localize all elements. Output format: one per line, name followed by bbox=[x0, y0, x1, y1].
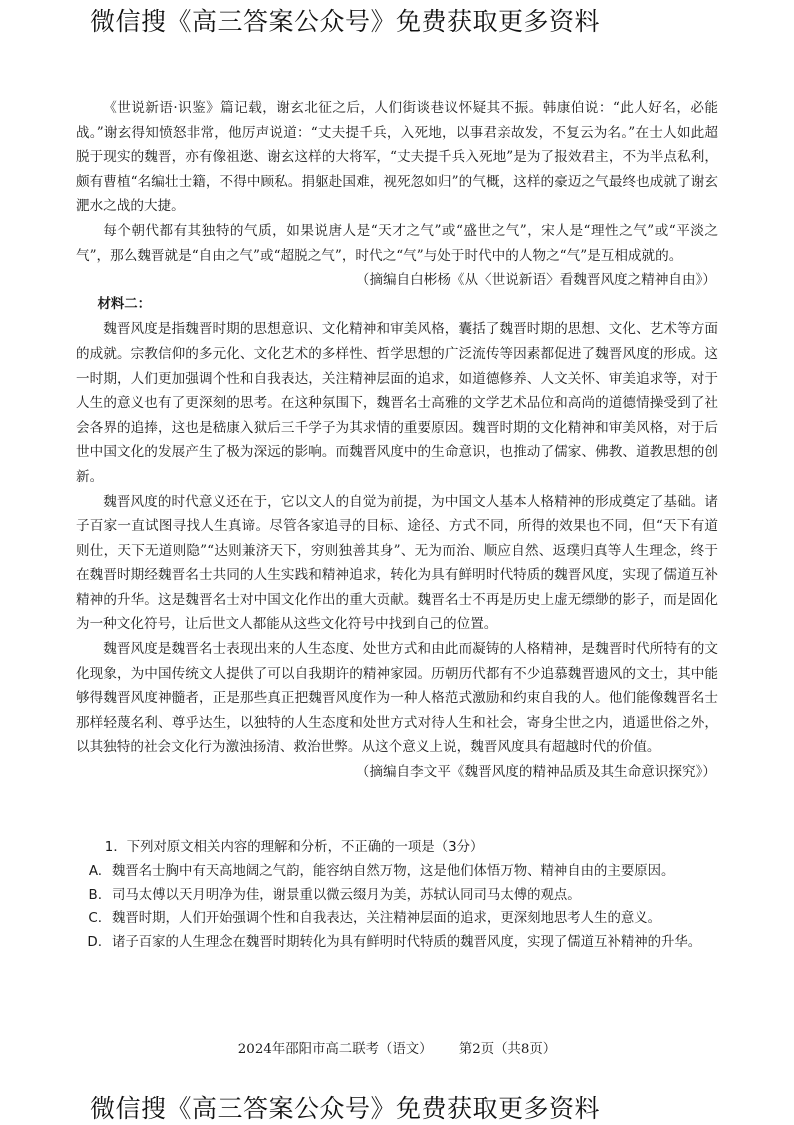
material2-paragraph-2: 魏晋风度的时代意义还在于，它以文人的自觉为前提，为中国文人基本人格精神的形成奠定了基础。诸子百家一直试图寻找人生真谛。尽管各家追寻的目标、途径、方式不同，所得的效果也不同，但“天下有道则仕，天下无道则隐”“达则兼济天下，穷则独善其身”、无为而治、顺应自然、返璞归真等人生理念，终于在魏晋时期经魏晋名士共同的人生实践和精神追求，转化为具有鲜明时代特质的魏晋风度，实现了儒道互补精神的升华。这是魏晋名士对中国文化作出的重大贡献。魏晋名士不再是历史上虚无缥缈的影子，而是固化为一种文化符号，让后世文人都能从这些文化符号中找到自己的位置。 bbox=[76, 493, 718, 633]
material2-paragraph-1: 魏晋风度是指魏晋时期的思想意识、文化精神和审美风格，囊括了魏晋时期的思想、文化、艺术等方面的成就。宗教信仰的多元化、文化艺术的多样性、哲学思想的广泛流传等因素都促进了魏晋风度的形成。这一时期，人们更加强调个性和自我表达，关注精神层面的追求，如道德修养、人文关怀、审美追求等，对于人生的意义也有了更深刻的思考。在这种氛围下，魏晋名士高雅的文学艺术品位和高尚的道德情操受到了社会各界的追捧，这也是嵇康入狱后三千学子为其求情的重要原因。魏晋时期的文化精神和审美风格，对于后世中国文化的发展产生了极为深远的影响。而魏晋风度中的生命意识，也推动了儒家、佛教、道教思想的创新。 bbox=[76, 321, 718, 485]
option-c[interactable] bbox=[78, 907, 720, 931]
option-a-key: A. bbox=[88, 863, 102, 879]
page-footer bbox=[0, 1038, 794, 1057]
material1-paragraph-1: 《世说新语·识鉴》篇记载，谢玄北征之后，人们街谈巷议怀疑其不振。韩康伯说：“此人好名，必能战。”谢玄得知愤怒非常，他厉声说道：“丈夫提千兵，入死地，以事君亲故发，不复云为名。”在士人如此超脱于现实的魏晋，亦有像祖逖、谢玄这样的大将军，“丈夫提千兵入死地”是为了报效君主，不为半点私利，颇有曹植“名编壮士籍，不得中顾私。捐躯赴国难，视死忽如归”的气概，这样的豪迈之气最终也成就了谢玄淝水之战的大捷。 bbox=[76, 100, 718, 215]
option-d-key: D. bbox=[87, 935, 102, 951]
option-a[interactable] bbox=[78, 860, 720, 884]
question-1-stem: 1．下列对原文相关内容的理解和分析，不正确的一项是（3分） bbox=[104, 840, 484, 855]
footer-page-number: 第2页（共8页） bbox=[458, 1042, 557, 1057]
option-b-key: B. bbox=[88, 887, 102, 903]
option-c-key: C. bbox=[88, 911, 102, 927]
option-b-text: 司马太傅以天月明净为佳，谢景重以微云缀月为美，苏轼认同司马太傅的观点。 bbox=[112, 887, 581, 903]
material1-paragraph-2: 每个朝代都有其独特的气质，如果说唐人是“天才之气”或“盛世之气”，宋人是“理性之气”或“平淡之气”，那么魏晋就是“自由之气”或“超脱之气”，时代之“气”与处于时代中的人物之“气”是互相成就的。 bbox=[76, 222, 718, 264]
reading-passage bbox=[76, 96, 718, 785]
option-b[interactable] bbox=[78, 884, 720, 908]
question-1 bbox=[78, 836, 720, 955]
option-c-text: 魏晋时期，人们开始强调个性和自我表达，关注精神层面的追求，更深刻地思考人生的意义。 bbox=[112, 911, 662, 927]
material1-source: （摘编自白彬杨《从〈世说新语〉看魏晋风度之精神自由》） bbox=[355, 272, 716, 289]
option-d[interactable] bbox=[78, 931, 720, 955]
option-a-text: 魏晋名士胸中有天高地阔之气韵，能容纳自然万物，这是他们体悟万物、精神自由的主要原因。 bbox=[112, 863, 675, 879]
material2-source: （摘编自李文平《魏晋风度的精神品质及其生命意识探究》） bbox=[355, 764, 716, 781]
material2-heading: 材料二： bbox=[97, 296, 151, 312]
material2-paragraph-3: 魏晋风度是魏晋名士表现出来的人生态度、处世方式和由此而凝铸的人格精神，是魏晋时代所特有的文化现象，为中国传统文人提供了可以自我期许的精神家园。历朝历代都有不少追慕魏晋遗风的文士，其中能够得魏晋风度神髓者，正是那些真正把魏晋风度作为一种人格范式激励和约束自我的人。他们能像魏晋名士那样轻蔑名利、尊乎达生，以独特的人生态度和处世方式对待人生和社会，寄身尘世之内，逍遥世俗之外，以其独特的社会文化行为激浊扬清、救治世弊。从这个意义上说，魏晋风度具有超越时代的价值。 bbox=[76, 641, 718, 756]
footer-exam-title: 2024年邵阳市高二联考（语文） bbox=[237, 1042, 433, 1057]
promo-banner-bottom: 微信搜《高三答案公众号》免费获取更多资料 bbox=[89, 1094, 600, 1123]
option-d-text: 诸子百家的人生理念在魏晋时期转化为具有鲜明时代特质的魏晋风度，实现了儒道互补精神的升华。 bbox=[112, 935, 702, 951]
promo-banner-top: 微信搜《高三答案公众号》免费获取更多资料 bbox=[89, 7, 600, 36]
